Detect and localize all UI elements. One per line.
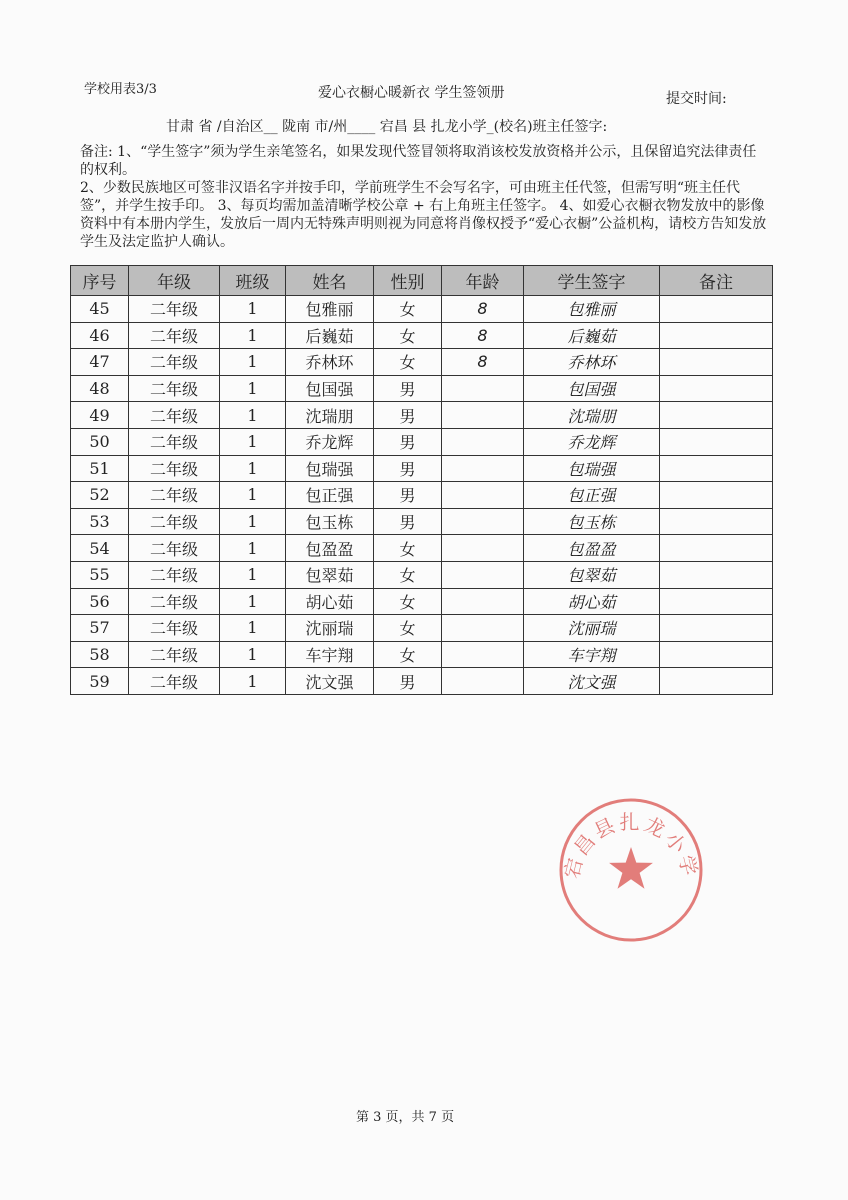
cell-class: 1 (220, 402, 286, 429)
cell-remark (660, 641, 773, 668)
cell-no: 55 (71, 561, 129, 588)
table-row (71, 615, 773, 642)
table-row (71, 375, 773, 402)
cell-signature: 沈文强 (524, 668, 660, 695)
cell-no: 48 (71, 375, 129, 402)
cell-no: 51 (71, 455, 129, 482)
cell-age (442, 402, 524, 429)
cell-age (442, 668, 524, 695)
cell-age (442, 588, 524, 615)
cell-age (442, 615, 524, 642)
cell-age (442, 428, 524, 455)
cell-gender: 男 (374, 375, 442, 402)
cell-grade: 二年级 (129, 641, 220, 668)
cell-name: 包盈盈 (286, 535, 374, 562)
cell-grade: 二年级 (129, 668, 220, 695)
cell-signature: 沈丽瑞 (524, 615, 660, 642)
cell-gender: 女 (374, 322, 442, 349)
cell-name: 车宇翔 (286, 641, 374, 668)
cell-remark (660, 375, 773, 402)
table-row (71, 668, 773, 695)
cell-age (442, 508, 524, 535)
cell-grade: 二年级 (129, 508, 220, 535)
table-body (71, 296, 773, 695)
cell-signature: 包雅丽 (524, 296, 660, 323)
notes-block (80, 143, 770, 251)
note-1: 备注: 1、“学生签字”须为学生亲笔签名，如果发现代签冒领将取消该校发放资格并公示，且保留追究法律责任的权利。 (80, 144, 757, 178)
cell-signature: 包正强 (524, 482, 660, 509)
cell-gender: 女 (374, 641, 442, 668)
cell-remark (660, 508, 773, 535)
cell-gender: 女 (374, 296, 442, 323)
cell-age (442, 641, 524, 668)
cell-remark (660, 588, 773, 615)
cell-name: 沈瑞朋 (286, 402, 374, 429)
province-value: 甘肃 (166, 119, 194, 135)
cell-remark (660, 561, 773, 588)
cell-age: 8 (442, 296, 524, 323)
cell-age: 8 (442, 349, 524, 376)
cell-no: 50 (71, 428, 129, 455)
table-row (71, 561, 773, 588)
cell-remark (660, 535, 773, 562)
cell-gender: 女 (374, 349, 442, 376)
table-row (71, 296, 773, 323)
cell-no: 59 (71, 668, 129, 695)
col-header-no: 序号 (71, 266, 129, 296)
school-value: 扎龙小学 (430, 119, 487, 135)
cell-signature: 包翠茹 (524, 561, 660, 588)
note-2: 2、少数民族地区可签非汉语名字并按手印，学前班学生不会写名字，可由班主任代签，但需写明“班主任代签”，并学生按手印。 3、每页均需加盖清晰学校公章 + 右上角班主任签字。 4、如爱心衣橱衣物发放中的影像资料中有本册内学生，发放后一周内无特殊声明则视为同意将肖像权授予“爱心衣橱”公益机构，请校方告知发放学生及法定监护人确认。 (80, 180, 767, 250)
seal-star-icon (609, 847, 653, 889)
cell-signature: 乔龙辉 (524, 428, 660, 455)
cell-grade: 二年级 (129, 455, 220, 482)
county-value: 宕昌 (379, 119, 408, 135)
cell-name: 包翠茹 (286, 561, 374, 588)
cell-grade: 二年级 (129, 615, 220, 642)
cell-grade: 二年级 (129, 428, 220, 455)
cell-gender: 女 (374, 588, 442, 615)
col-header-grade: 年级 (129, 266, 220, 296)
table-row (71, 349, 773, 376)
cell-class: 1 (220, 535, 286, 562)
cell-grade: 二年级 (129, 535, 220, 562)
cell-class: 1 (220, 668, 286, 695)
cell-grade: 二年级 (129, 482, 220, 509)
cell-no: 56 (71, 588, 129, 615)
cell-class: 1 (220, 296, 286, 323)
cell-gender: 女 (374, 561, 442, 588)
cell-signature: 乔林环 (524, 349, 660, 376)
col-header-age: 年龄 (442, 266, 524, 296)
cell-age (442, 375, 524, 402)
cell-name: 后巍茹 (286, 322, 374, 349)
cell-signature: 包盈盈 (524, 535, 660, 562)
cell-remark (660, 455, 773, 482)
cell-age: 8 (442, 322, 524, 349)
submit-time-label: 提交时间: (666, 91, 727, 107)
cell-no: 46 (71, 322, 129, 349)
cell-signature: 包瑞强 (524, 455, 660, 482)
cell-age (442, 455, 524, 482)
cell-grade: 二年级 (129, 402, 220, 429)
cell-gender: 男 (374, 455, 442, 482)
cell-gender: 男 (374, 482, 442, 509)
table-row (71, 322, 773, 349)
table-row (71, 535, 773, 562)
cell-name: 沈丽瑞 (286, 615, 374, 642)
table-row (71, 641, 773, 668)
cell-grade: 二年级 (129, 375, 220, 402)
table-row (71, 508, 773, 535)
cell-class: 1 (220, 482, 286, 509)
school-seal-stamp (556, 795, 706, 945)
cell-signature: 车宇翔 (524, 641, 660, 668)
cell-class: 1 (220, 455, 286, 482)
cell-gender: 女 (374, 535, 442, 562)
cell-grade: 二年级 (129, 588, 220, 615)
table-header-row (71, 266, 773, 296)
cell-no: 47 (71, 349, 129, 376)
cell-class: 1 (220, 375, 286, 402)
col-header-remark: 备注 (660, 266, 773, 296)
cell-class: 1 (220, 322, 286, 349)
school-label: _(校名)班主任签字: (486, 119, 608, 135)
cell-grade: 二年级 (129, 322, 220, 349)
col-header-gender: 性别 (374, 266, 442, 296)
location-line (166, 116, 607, 136)
city-label: 市/州____ (314, 119, 376, 135)
cell-signature: 包国强 (524, 375, 660, 402)
col-header-name: 姓名 (286, 266, 374, 296)
cell-name: 乔龙辉 (286, 428, 374, 455)
cell-remark (660, 482, 773, 509)
cell-gender: 男 (374, 428, 442, 455)
cell-class: 1 (220, 428, 286, 455)
cell-no: 49 (71, 402, 129, 429)
cell-signature: 胡心茹 (524, 588, 660, 615)
cell-remark (660, 322, 773, 349)
cell-name: 包正强 (286, 482, 374, 509)
cell-class: 1 (220, 641, 286, 668)
table-row (71, 588, 773, 615)
city-value: 陇南 (282, 119, 311, 135)
cell-name: 包瑞强 (286, 455, 374, 482)
table-row (71, 402, 773, 429)
cell-remark (660, 349, 773, 376)
cell-name: 胡心茹 (286, 588, 374, 615)
table-row (71, 455, 773, 482)
cell-class: 1 (220, 349, 286, 376)
cell-no: 53 (71, 508, 129, 535)
cell-remark (660, 428, 773, 455)
cell-remark (660, 296, 773, 323)
cell-no: 45 (71, 296, 129, 323)
cell-name: 沈文强 (286, 668, 374, 695)
cell-remark (660, 615, 773, 642)
cell-signature: 沈瑞朋 (524, 402, 660, 429)
seal-text: 宕昌县扎龙小学 (559, 809, 703, 881)
cell-gender: 男 (374, 508, 442, 535)
roster-table (70, 265, 773, 695)
cell-age (442, 482, 524, 509)
cell-remark (660, 668, 773, 695)
cell-gender: 男 (374, 668, 442, 695)
cell-name: 乔林环 (286, 349, 374, 376)
cell-class: 1 (220, 588, 286, 615)
cell-gender: 男 (374, 402, 442, 429)
page-title: 爱心衣橱心暖新衣 学生签领册 (318, 85, 505, 101)
cell-gender: 女 (374, 615, 442, 642)
col-header-signature: 学生签字 (524, 266, 660, 296)
cell-remark (660, 402, 773, 429)
cell-grade: 二年级 (129, 349, 220, 376)
cell-grade: 二年级 (129, 296, 220, 323)
col-header-class: 班级 (220, 266, 286, 296)
page-number: 第 3 页，共 7 页 (356, 1110, 455, 1125)
cell-class: 1 (220, 508, 286, 535)
cell-no: 57 (71, 615, 129, 642)
cell-no: 54 (71, 535, 129, 562)
cell-age (442, 561, 524, 588)
cell-signature: 后巍茹 (524, 322, 660, 349)
cell-name: 包雅丽 (286, 296, 374, 323)
cell-grade: 二年级 (129, 561, 220, 588)
school-form-label: 学校用表3/3 (84, 82, 157, 97)
county-label: 县 (412, 119, 427, 135)
cell-name: 包国强 (286, 375, 374, 402)
table-row (71, 428, 773, 455)
cell-signature: 包玉栋 (524, 508, 660, 535)
cell-no: 52 (71, 482, 129, 509)
table-row (71, 482, 773, 509)
cell-class: 1 (220, 615, 286, 642)
cell-no: 58 (71, 641, 129, 668)
cell-name: 包玉栋 (286, 508, 374, 535)
cell-class: 1 (220, 561, 286, 588)
cell-age (442, 535, 524, 562)
province-label: 省 /自治区__ (198, 119, 278, 135)
